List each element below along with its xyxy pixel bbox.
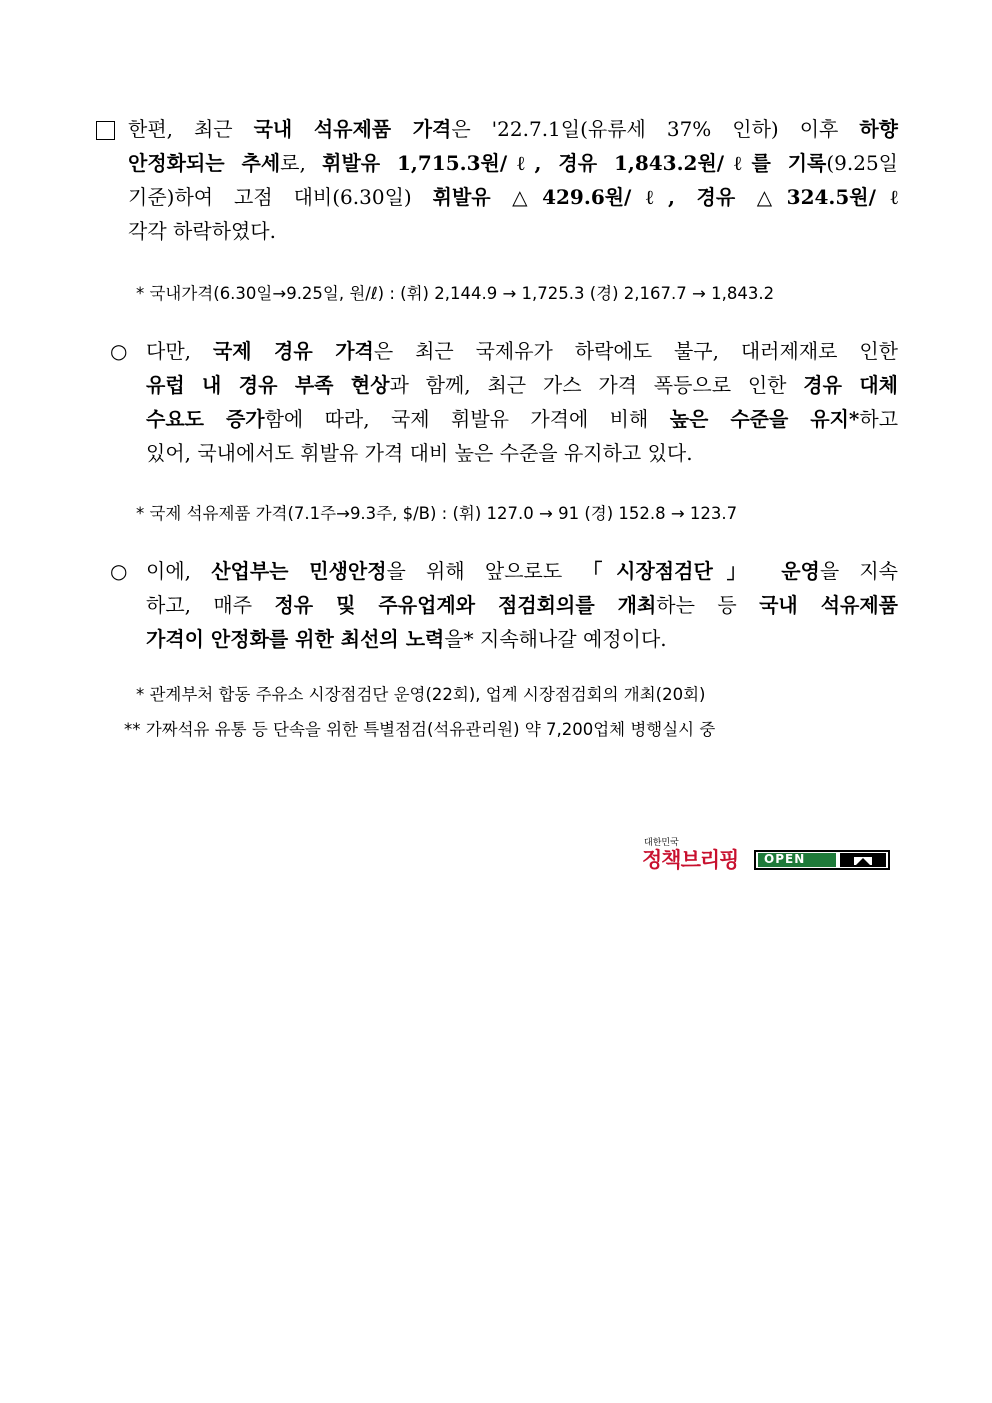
text: 한편, 최근: [128, 117, 254, 141]
section1-line-1: [128, 112, 898, 146]
section2-marker: ○: [110, 339, 128, 363]
bold-text: 정유 및 주유업계와 점검회의를 개최: [274, 593, 657, 617]
section3-footnote-1: * 관계부처 합동 주유소 시장점검단 운영(22회), 업계 시장점검회의 개최(20회): [136, 685, 706, 704]
section1-footnote: * 국내가격(6.30일→9.25일, 원/ℓ) : (휘) 2,144.9 → 1,725.3 (경) 2,167.7 → 1,843.2: [136, 284, 775, 303]
text: 하고: [859, 407, 899, 431]
section1-line-3: [128, 180, 898, 214]
open-badge-text: OPEN: [764, 852, 806, 866]
text: 과 함께, 최근 가스 가격 폭등으로 인한: [389, 373, 804, 397]
section2-line-4: [146, 436, 898, 470]
policy-briefing-logo: [642, 838, 892, 874]
logo-brand-text: 정책브리핑: [642, 848, 739, 872]
text: 각각 하락하였다.: [128, 219, 276, 243]
section3-line-2: [146, 588, 898, 622]
bold-text: 수요도 증가: [146, 407, 265, 431]
section2-line-2: [146, 368, 898, 402]
bold-text: 높은 수준을 유지*: [669, 407, 860, 431]
bold-text: 국제 경유 가격: [212, 339, 374, 363]
text: 기준)하여 고점 대비(6.30일): [128, 185, 433, 209]
section1-line-2: [128, 146, 898, 180]
text: 을 지속: [819, 559, 899, 583]
bold-text: 유럽 내 경유 부족 현상: [146, 373, 390, 397]
bold-text: 「시장점검단」 운영: [582, 559, 820, 583]
section2-line-3: [146, 402, 898, 436]
bold-text: 국내 석유제품 가격: [253, 117, 452, 141]
section3-footnote-2: ** 가짜석유 유통 등 단속을 위한 특별점검(석유관리원) 약 7,200업체 병행실시 중: [124, 720, 716, 739]
section1-marker: [96, 116, 115, 150]
section3-paragraph: [146, 554, 898, 656]
text: 하고, 매주: [146, 593, 275, 617]
checkbox-square-icon: [96, 121, 115, 140]
section3-line-3: [146, 622, 898, 656]
text: 을* 지속해나갈 예정이다.: [444, 627, 667, 651]
section2-footnote: * 국제 석유제품 가격(7.1주→9.3주, $/B) : (휘) 127.0 → 91 (경) 152.8 → 123.7: [136, 504, 738, 523]
text: 하는 등: [656, 593, 760, 617]
bold-text: 가격이 안정화를 위한 최선의 노력: [146, 627, 445, 651]
text: 을 위해 앞으로도: [386, 559, 583, 583]
open-license-badge: [754, 850, 890, 870]
section1-paragraph: [128, 112, 898, 248]
bold-text: 하향: [859, 117, 898, 141]
bold-text: 경유 대체: [803, 373, 898, 397]
text: 다만,: [146, 339, 213, 363]
text: 로,: [280, 151, 323, 175]
logo-top-text: 대한민국: [644, 838, 679, 848]
bold-text: 안정화되는 추세: [128, 151, 281, 175]
open-badge-left: [758, 853, 836, 867]
text: (9.25일: [826, 151, 898, 175]
section2-line-1: [146, 334, 898, 368]
open-badge-right-icon: [840, 853, 886, 867]
section3-marker: ○: [110, 559, 128, 583]
text: 함에 따라, 국제 휘발유 가격에 비해: [264, 407, 670, 431]
bold-text: 산업부는 민생안정: [211, 559, 387, 583]
section3-line-1: [146, 554, 898, 588]
bold-text: 국내 석유제품: [759, 593, 898, 617]
text: 있어, 국내에서도 휘발유 가격 대비 높은 수준을 유지하고 있다.: [146, 441, 693, 465]
text: 이에,: [146, 559, 212, 583]
text: 은 최근 국제유가 하락에도 불구, 대러제재로 인한: [373, 339, 898, 363]
section1-line-4: [128, 214, 898, 248]
bold-text: 휘발유 △429.6원/ℓ, 경유 △324.5원/ℓ: [432, 185, 898, 209]
section2-paragraph: [146, 334, 898, 470]
bold-text: 휘발유 1,715.3원/ℓ, 경유 1,843.2원/ℓ를 기록: [322, 151, 827, 175]
text: 은 '22.7.1일(유류세 37% 인하) 이후: [451, 117, 860, 141]
